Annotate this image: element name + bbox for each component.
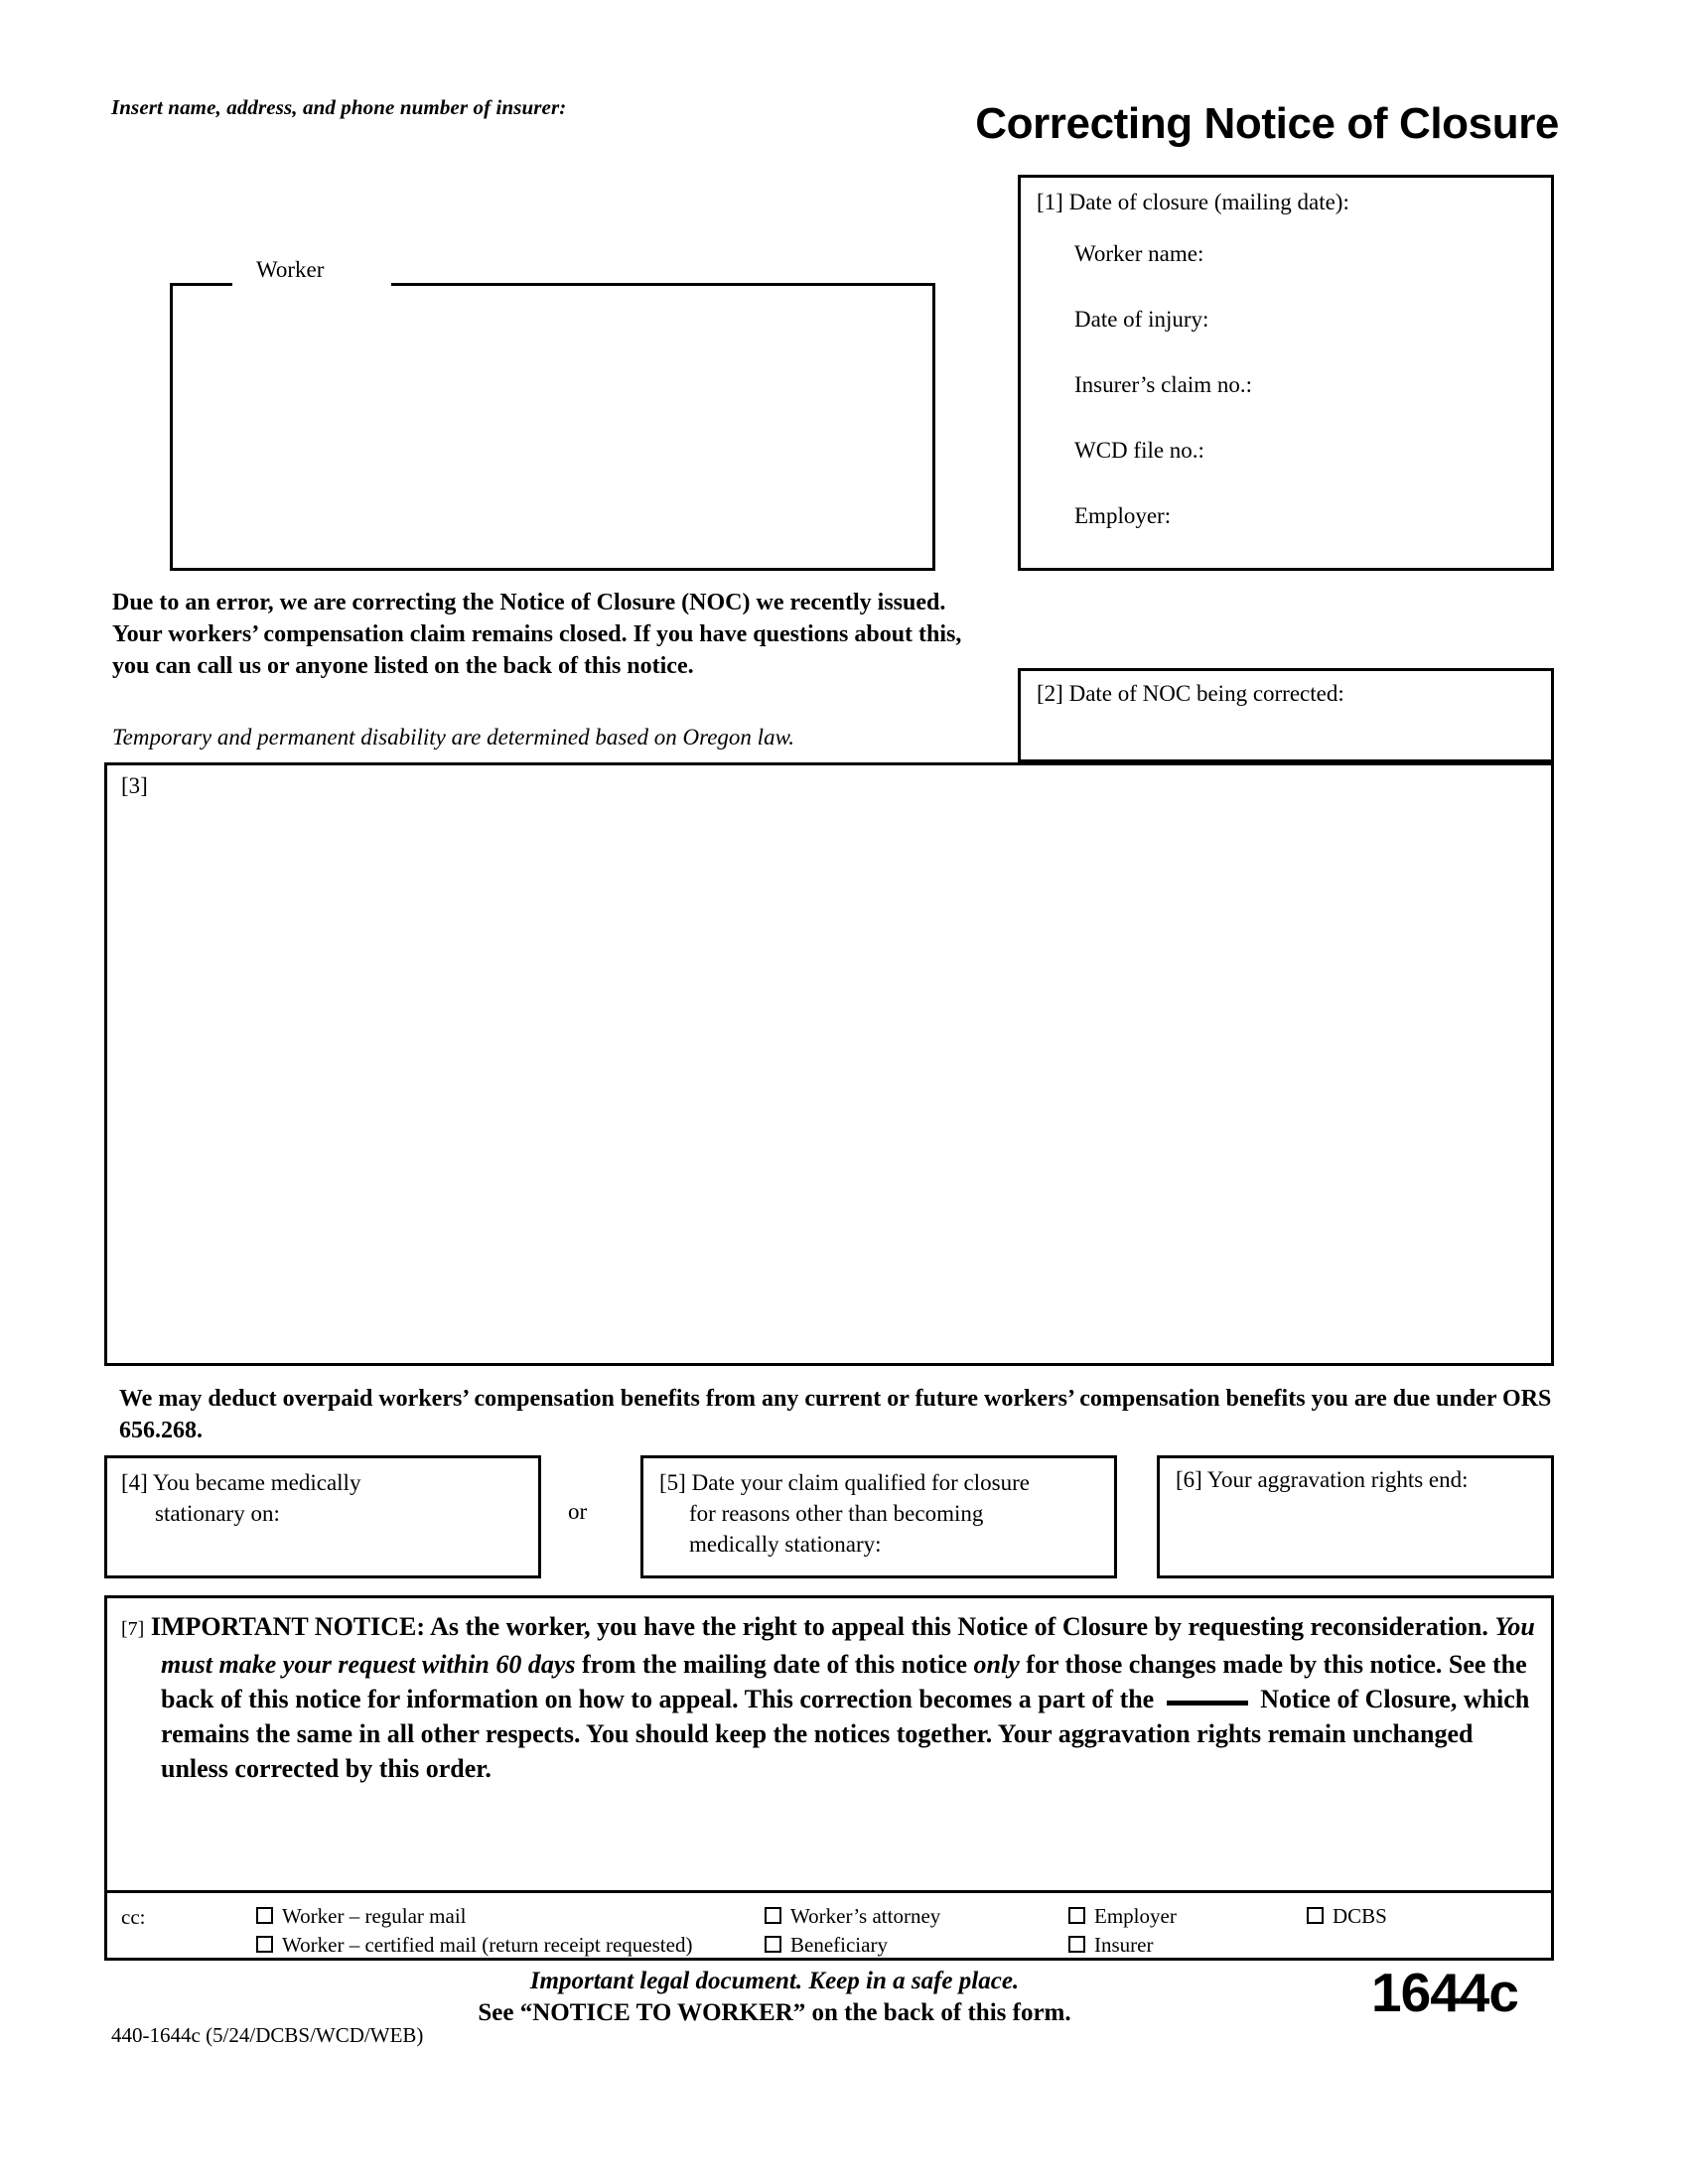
field-value-employer[interactable]: [1319, 503, 1537, 531]
box5-line2: for reasons other than becoming: [689, 1501, 984, 1526]
notice-part-3: for those changes made by this notice. See the back of this notice for information on how to appeal. This correction becomes a part of the: [161, 1650, 1527, 1713]
notice-part-1: IMPORTANT NOTICE: As the worker, you have the right to appeal this Notice of Closure by requesting reconsideration.: [150, 1612, 1495, 1641]
field-label-wcd-file-no: WCD file no.:: [1074, 438, 1204, 463]
noc-corrected-box: [1018, 668, 1554, 762]
field-label-worker-name: Worker name:: [1074, 241, 1204, 266]
noc-box-heading: [1037, 681, 1344, 707]
box5-line1: Date your claim qualified for closure: [691, 1470, 1030, 1495]
overpayment-deduction-paragraph: We may deduct overpaid workers’ compensation benefits from any current or future workers’ compensation benefits you are due under ORS 656.268.: [119, 1386, 1552, 1443]
medically-stationary-box: [104, 1455, 541, 1578]
notice-part-4: Notice of Closure, which remains the same in all other respects. You should keep the notices together. Your aggravation rights remain unchanged unless corrected by this order.: [161, 1685, 1530, 1783]
field-value-wcd-file-no[interactable]: [1319, 438, 1537, 466]
field-label-date-of-injury: Date of injury:: [1074, 307, 1209, 332]
cc-distribution-row: [104, 1889, 1554, 1961]
aggravation-rights-box: [1157, 1455, 1554, 1578]
explanation-box-value[interactable]: [121, 807, 1537, 1353]
checkbox-icon[interactable]: [1068, 1936, 1085, 1953]
notice-emphasis-60-days: You must make your request within 60 days: [161, 1612, 1535, 1679]
field-value-insurers-claim-no[interactable]: [1338, 372, 1537, 400]
explanation-box-tag: [3]: [121, 773, 148, 798]
footer-notice: [278, 1968, 1271, 2027]
box4-text: [121, 1467, 518, 1529]
cc-item-insurer[interactable]: [1068, 1933, 1153, 1958]
cc-item-label: Worker – certified mail (return receipt requested): [282, 1933, 693, 1957]
important-notice-text: [121, 1609, 1536, 1786]
claim-box-heading: [1037, 190, 1349, 215]
cc-item-label: Worker’s attorney: [790, 1904, 941, 1928]
checkbox-icon[interactable]: [765, 1907, 781, 1924]
cc-item-workers-attorney[interactable]: [765, 1904, 940, 1929]
cc-item-beneficiary[interactable]: [765, 1933, 888, 1958]
form-revision-code: 440-1644c (5/24/DCBS/WCD/WEB): [111, 2023, 424, 2047]
box4-line2: stationary on:: [155, 1501, 280, 1526]
cc-item-label: Beneficiary: [790, 1933, 888, 1957]
checkbox-icon[interactable]: [1068, 1907, 1085, 1924]
important-notice-box: [104, 1595, 1554, 1893]
insurer-instruction-text: Insert name, address, and phone number of insurer:: [111, 95, 567, 119]
claim-info-box: [1018, 175, 1554, 571]
qualified-for-closure-box: [640, 1455, 1117, 1578]
box6-text: [1176, 1467, 1469, 1493]
noc-box-tag: [2]: [1037, 681, 1063, 706]
notice-blank-fill[interactable]: [1167, 1701, 1248, 1706]
checkbox-icon[interactable]: [256, 1907, 273, 1924]
explanation-box[interactable]: [104, 762, 1554, 1366]
form-number: 1644c: [1371, 1962, 1518, 2023]
oregon-law-note: Temporary and permanent disability are determined based on Oregon law.: [112, 725, 794, 750]
box5-value[interactable]: [941, 1544, 1100, 1571]
page-title: Correcting Notice of Closure: [975, 99, 1559, 148]
worker-address-label: Worker: [244, 257, 336, 283]
checkbox-icon[interactable]: [765, 1936, 781, 1953]
notice-part-2: from the mailing date of this notice: [575, 1650, 974, 1679]
claim-box-heading-label: Date of closure (mailing date):: [1068, 190, 1349, 214]
field-label-employer: Employer:: [1074, 503, 1172, 528]
correction-paragraph: Due to an error, we are correcting the Notice of Closure (NOC) we recently issued. Your workers’ compensation claim remains closed. If you have questions about this, you can call us or anyone listed on the back of this notice.: [112, 590, 962, 679]
cc-item-label: DCBS: [1333, 1904, 1387, 1928]
box6-heading-label: Your aggravation rights end:: [1206, 1467, 1469, 1492]
noc-box-value[interactable]: [1448, 681, 1537, 711]
footer-line-1: Important legal document. Keep in a safe place.: [529, 1968, 1020, 1994]
cc-item-label: Worker – regular mail: [282, 1904, 467, 1928]
cc-item-employer[interactable]: [1068, 1904, 1177, 1929]
footer-line-2: See “NOTICE TO WORKER” on the back of this form.: [478, 1999, 1071, 2026]
cc-item-dcbs[interactable]: [1307, 1904, 1387, 1929]
claim-box-tag: [1]: [1037, 190, 1063, 214]
box5-tag: [5]: [659, 1470, 686, 1495]
box4-line1: You became medically: [152, 1470, 361, 1495]
or-separator-label: or: [568, 1499, 588, 1524]
worker-address-field[interactable]: [170, 283, 935, 571]
box4-tag: [4]: [121, 1470, 148, 1495]
field-label-insurers-claim-no: Insurer’s claim no.:: [1074, 372, 1253, 397]
cc-item-worker-regular-mail[interactable]: [256, 1904, 466, 1929]
notice-emphasis-only: only: [973, 1650, 1020, 1679]
checkbox-icon[interactable]: [1307, 1907, 1324, 1924]
box4-value[interactable]: [147, 1538, 524, 1568]
cc-item-label: Insurer: [1094, 1933, 1154, 1957]
box5-line3: medically stationary:: [689, 1532, 882, 1557]
cc-item-worker-certified-mail[interactable]: [256, 1933, 692, 1958]
box6-tag: [6]: [1176, 1467, 1202, 1492]
noc-box-heading-label: Date of NOC being corrected:: [1068, 681, 1344, 706]
cc-item-label: Employer: [1094, 1904, 1177, 1928]
cc-label: cc:: [121, 1905, 146, 1929]
box6-value[interactable]: [1180, 1514, 1527, 1544]
field-value-date-of-injury[interactable]: [1319, 307, 1537, 335]
checkbox-icon[interactable]: [256, 1936, 273, 1953]
notice-tag: [7]: [121, 1618, 145, 1640]
field-value-worker-name[interactable]: [1319, 241, 1537, 269]
